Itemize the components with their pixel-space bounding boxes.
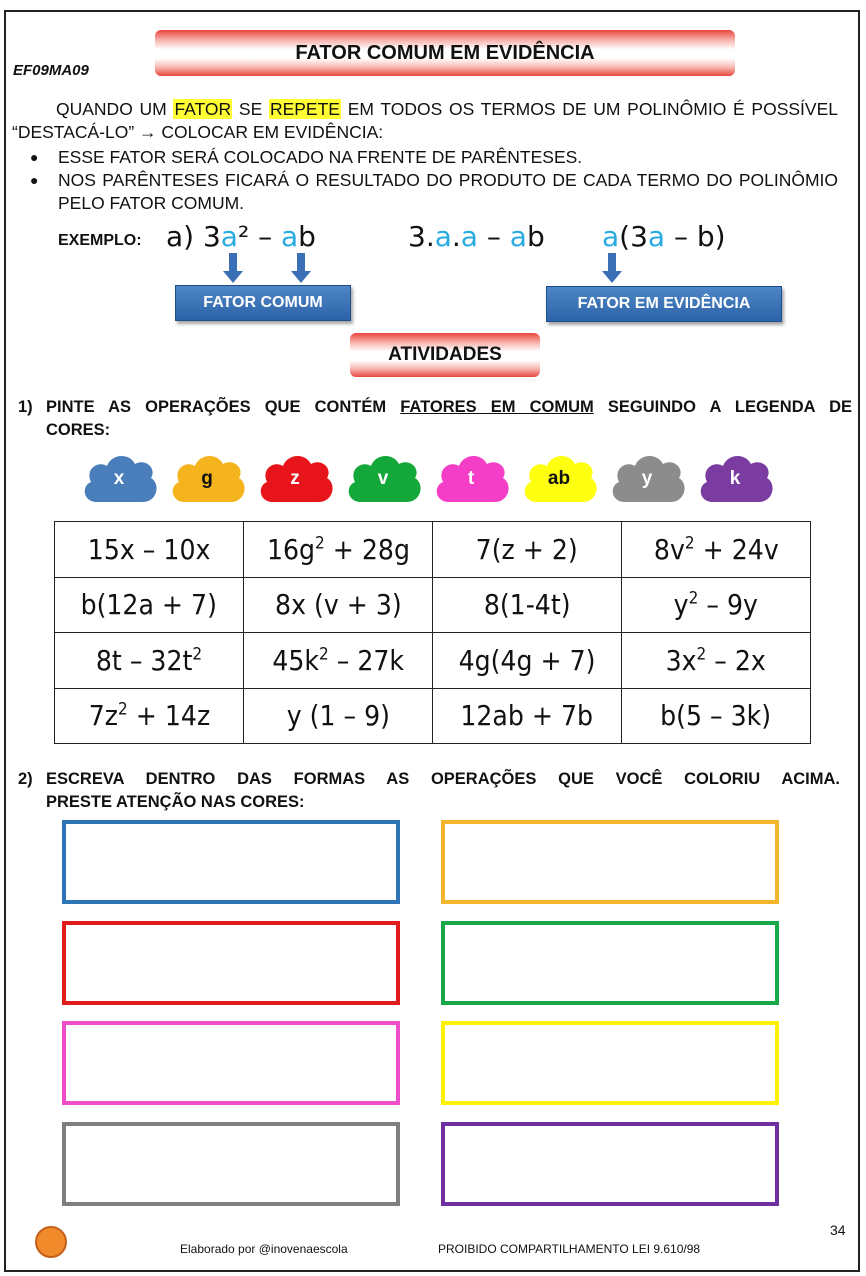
bullet-text: ESSE FATOR SERÁ COLOCADO NA FRENTE DE PARÊNTESES. <box>58 147 583 167</box>
intro-bullets <box>28 146 838 215</box>
legend-label: v <box>377 468 389 489</box>
question-1-number: 1) <box>18 398 33 416</box>
question-1-underlined: FATORES EM COMUM <box>400 398 594 416</box>
operation-cell[interactable]: 15x – 10x <box>55 522 244 578</box>
legend-label: g <box>201 468 213 489</box>
label-fator-em-evidencia: FATOR EM EVIDÊNCIA <box>546 286 782 322</box>
page-number: 34 <box>830 1222 846 1238</box>
intro-text-1: QUANDO UM <box>56 99 174 119</box>
operation-cell[interactable]: b(12a + 7) <box>55 577 244 633</box>
legend-cloud-x <box>79 446 159 512</box>
answer-box[interactable] <box>441 820 779 904</box>
legend-label: z <box>290 468 300 489</box>
page-title <box>155 30 735 76</box>
operation-cell[interactable]: $7z^2 + 14z$ <box>55 688 244 744</box>
activities-title-text: ATIVIDADES <box>388 344 502 365</box>
example-expression-3: a(3a – b) <box>602 220 726 253</box>
operations-table <box>54 521 811 744</box>
question-1-text: PINTE AS OPERAÇÕES QUE CONTÉM <box>46 398 401 416</box>
legend-label: x <box>113 468 125 489</box>
legend-label: k <box>729 468 741 489</box>
question-2-text: ESCREVA DENTRO DAS FORMAS AS OPERAÇÕES QUE VOCÊ COLORIU ACIMA. <box>46 770 840 788</box>
label-fator-comum: FATOR COMUM <box>175 285 351 321</box>
page-title-text: FATOR COMUM EM EVIDÊNCIA <box>295 41 595 64</box>
operation-cell[interactable]: 7(z + 2) <box>433 522 622 578</box>
table-row <box>55 577 811 633</box>
operation-cell[interactable]: 8(1-4t) <box>433 577 622 633</box>
footer-credit: Elaborado por @inovenaescola <box>180 1242 348 1256</box>
answer-box[interactable] <box>441 1122 779 1206</box>
operation-cell[interactable]: 12ab + 7b <box>433 688 622 744</box>
operation-cell[interactable]: $45k^2 - 27k$ <box>244 633 433 689</box>
question-2-text-cont: PRESTE ATENÇÃO NAS CORES: <box>46 793 305 811</box>
example-expression-1: a) 3a² – ab <box>166 220 316 253</box>
operation-cell[interactable]: y (1 – 9) <box>244 688 433 744</box>
bullet-icon: ● <box>30 149 39 165</box>
operation-cell[interactable]: 4g(4g + 7) <box>433 633 622 689</box>
bullet-text: NOS PARÊNTESES FICARÁ O RESULTADO DO PRODUTO DE CADA TERMO DO POLINÔMIO PELO FATOR COMUM. <box>58 170 838 213</box>
bullet-icon: ● <box>30 172 39 188</box>
table-row <box>55 522 811 578</box>
answer-box[interactable] <box>62 921 400 1005</box>
intro-paragraph <box>12 98 838 144</box>
legend-label: t <box>467 468 475 489</box>
answer-box[interactable] <box>441 1021 779 1105</box>
legend-cloud-g <box>167 446 247 512</box>
curriculum-code: EF09MA09 <box>13 62 89 79</box>
question-1-text-end: SEGUINDO A LEGENDA DE <box>593 398 852 416</box>
question-1 <box>18 396 852 442</box>
intro-text-2: SE <box>232 99 269 119</box>
operation-cell[interactable]: 8x (v + 3) <box>244 577 433 633</box>
down-arrow-icon <box>223 253 243 283</box>
legend-cloud-k <box>695 446 775 512</box>
legend-cloud-t <box>431 446 511 512</box>
legend-label: ab <box>547 468 571 489</box>
intro-text-3: EM TODOS OS TERMOS DE UM POLINÔMIO É POSSÍVEL “DESTACÁ-LO” → COLOCAR EM EVIDÊNCIA: <box>12 99 838 142</box>
operation-cell[interactable]: $8v^2 + 24v$ <box>622 522 811 578</box>
table-row <box>55 633 811 689</box>
answer-box[interactable] <box>62 1122 400 1206</box>
school-logo <box>35 1226 67 1258</box>
legend-cloud-z <box>255 446 335 512</box>
example-label: EXEMPLO: <box>58 232 142 249</box>
down-arrow-icon <box>291 253 311 283</box>
bullet-item <box>28 146 838 169</box>
operation-cell[interactable]: $16g^2 + 28g$ <box>244 522 433 578</box>
footer-notice: PROIBIDO COMPARTILHAMENTO LEI 9.610/98 <box>438 1242 701 1256</box>
operation-cell[interactable]: $y^2 - 9y$ <box>622 577 811 633</box>
legend-cloud-v <box>343 446 423 512</box>
question-2-number: 2) <box>18 770 33 788</box>
example-expression-2: 3.a.a – ab <box>408 220 545 253</box>
bullet-item <box>28 169 838 215</box>
answer-box[interactable] <box>62 1021 400 1105</box>
operation-cell[interactable]: b(5 – 3k) <box>622 688 811 744</box>
answer-box[interactable] <box>441 921 779 1005</box>
operation-cell[interactable]: $8t - 32t^2$ <box>55 633 244 689</box>
legend-cloud-y <box>607 446 687 512</box>
answer-box[interactable] <box>62 820 400 904</box>
operation-cell[interactable]: $3x^2 - 2x$ <box>622 633 811 689</box>
legend-cloud-ab <box>519 446 599 512</box>
highlight-repete: REPETE <box>269 99 340 119</box>
legend-label: y <box>641 468 653 489</box>
question-1-text-cont: CORES: <box>46 421 111 439</box>
highlight-fator: FATOR <box>174 99 232 119</box>
activities-title <box>350 333 540 377</box>
down-arrow-icon <box>602 253 622 283</box>
table-row <box>55 688 811 744</box>
question-2 <box>18 768 840 814</box>
